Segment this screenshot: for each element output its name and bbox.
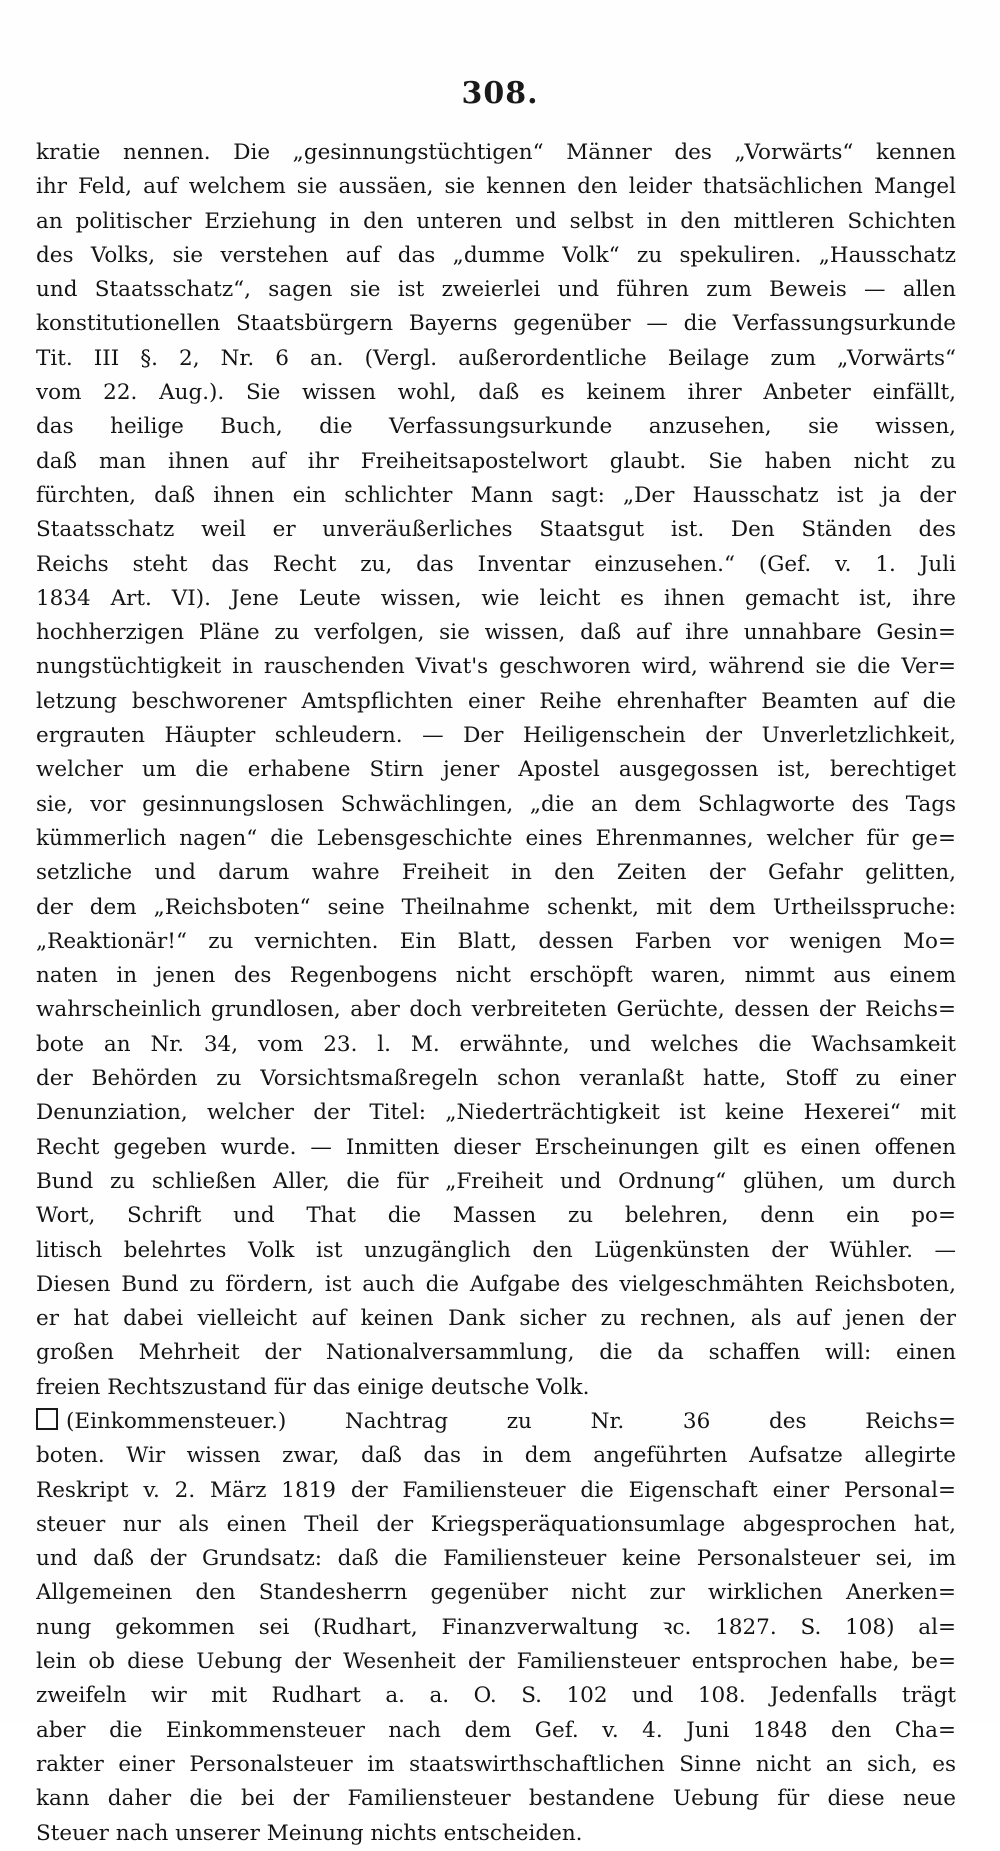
text-line: letzung beschworener Amtspflichten einer Reihe ehrenhafter Beamten auf die [36, 688, 956, 714]
body-text [36, 136, 956, 1851]
text-line: „Reaktionär!“ zu vernichten. Ein Blatt, dessen Farben vor wenigen Mo= [36, 928, 956, 954]
text-line: rakter einer Personalsteuer im staatswirthschaftlichen Sinne nicht an sich, es [36, 1751, 956, 1777]
text-line: bote an Nr. 34, vom 23. l. M. erwähnte, und welches die Wachsamkeit [36, 1031, 956, 1057]
text-line: Allgemeinen den Standesherrn gegenüber nicht zur wirklichen Anerken= [36, 1580, 956, 1606]
section-start-line [36, 1405, 956, 1439]
text-line: und daß der Grundsatz: daß die Familiensteuer keine Personalsteuer sei, im [36, 1546, 956, 1572]
text-line: daß man ihnen auf ihr Freiheitsapostelwort glaubt. Sie haben nicht zu [36, 448, 956, 474]
text-line: Bund zu schließen Aller, die für „Freiheit und Ordnung“ glühen, um durch [36, 1168, 956, 1194]
text-line: wahrscheinlich grundlosen, aber doch verbreiteten Gerüchte, dessen der Reichs= [36, 997, 956, 1023]
text-line: nungstüchtigkeit in rauschenden Vivat's geschworen wird, während sie die Ver= [36, 654, 956, 680]
text-line: Wort, Schrift und That die Massen zu belehren, denn ein po= [36, 1203, 956, 1229]
text-line: kratie nennen. Die „gesinnungstüchtigen“ Männer des „Vorwärts“ kennen [36, 140, 956, 165]
text-line: setzliche und darum wahre Freiheit in den Zeiten der Gefahr gelitten, [36, 860, 956, 886]
text-line: vom 22. Aug.). Sie wissen wohl, daß es keinem ihrer Anbeter einfällt, [36, 380, 956, 406]
text-line: konstitutionellen Staatsbürgern Bayerns gegenüber — die Verfassungsurkunde [36, 311, 956, 337]
text-line: der Behörden zu Vorsichtsmaßregeln schon veranlaßt hatte, Stoff zu einer [36, 1066, 956, 1092]
text-line: welcher um die erhabene Stirn jener Apostel ausgegossen ist, berechtiget [36, 757, 956, 783]
text-line: sie, vor gesinnungslosen Schwächlingen, „die an dem Schlagworte des Tags [36, 791, 956, 817]
text-line: Reichs steht das Recht zu, das Inventar einzusehen.“ (Gef. v. 1. Juli [36, 551, 956, 577]
paragraph-end-line: freien Rechtszustand für das einige deutsche Volk. [36, 1374, 590, 1400]
text-line: das heilige Buch, die Verfassungsurkunde anzusehen, sie wissen, [36, 414, 956, 440]
paragraph-end-line: Steuer nach unserer Meinung nichts entscheiden. [36, 1820, 583, 1846]
section-marker-icon [36, 1408, 58, 1430]
text-line: Staatsschatz weil er unveräußerliches Staatsgut ist. Den Ständen des [36, 517, 956, 543]
text-line: der dem „Reichsboten“ seine Theilnahme schenkt, mit dem Urtheilsspruche: [36, 894, 956, 920]
text-line: naten in jenen des Regenbogens nicht erschöpft waren, nimmt aus einem [36, 963, 956, 989]
text-line: lein ob diese Uebung der Wesenheit der Familiensteuer entsprochen habe, be= [36, 1649, 956, 1675]
text-line: ihr Feld, auf welchem sie aussäen, sie kennen den leider thatsächlichen Mangel [36, 174, 956, 200]
text-line: 1834 Art. VI). Jene Leute wissen, wie leicht es ihnen gemacht ist, ihre [36, 585, 956, 611]
text-line: Reskript v. 2. März 1819 der Familiensteuer die Eigenschaft einer Personal= [36, 1477, 956, 1503]
page-number: 308. [461, 76, 539, 111]
text-line: hochherzigen Pläne zu verfolgen, sie wissen, daß auf ihre unnahbare Gesin= [36, 620, 956, 646]
text-line: aber die Einkommensteuer nach dem Gef. v. 4. Juni 1848 den Cha= [36, 1717, 956, 1743]
text-line: zweifeln wir mit Rudhart a. a. O. S. 102 und 108. Jedenfalls trägt [36, 1683, 956, 1709]
text-line: (Einkommensteuer.) Nachtrag zu Nr. 36 des Reichs= [66, 1408, 956, 1434]
text-line: kümmerlich nagen“ die Lebensgeschichte eines Ehrenmannes, welcher für ge= [36, 825, 956, 851]
text-line: fürchten, daß ihnen ein schlichter Mann sagt: „Der Hausschatz ist ja der [36, 482, 956, 508]
text-line: er hat dabei vielleicht auf keinen Dank sicher zu rechnen, als auf jenen der [36, 1306, 956, 1332]
text-line: großen Mehrheit der Nationalversammlung, die da schaffen will: einen [36, 1340, 956, 1366]
text-line: Diesen Bund zu fördern, ist auch die Aufgabe des vielgeschmähten Reichsboten, [36, 1271, 956, 1297]
text-line: des Volks, sie verstehen auf das „dumme Volk“ zu spekuliren. „Hausschatz [36, 242, 956, 268]
text-line: kann daher die bei der Familiensteuer bestandene Uebung für diese neue [36, 1786, 956, 1812]
text-line: boten. Wir wissen zwar, daß das in dem angeführten Aufsatze allegirte [36, 1443, 956, 1469]
text-line: Recht gegeben wurde. — Inmitten dieser Erscheinungen gilt es einen offenen [36, 1134, 956, 1160]
text-line: Denunziation, welcher der Titel: „Niederträchtigkeit ist keine Hexerei“ mit [36, 1100, 956, 1126]
text-line: an politischer Erziehung in den unteren und selbst in den mittleren Schichten [36, 208, 956, 234]
text-line: litisch belehrtes Volk ist unzugänglich den Lügenkünsten der Wühler. — [36, 1237, 956, 1263]
text-line: und Staatsschatz“, sagen sie ist zweierlei und führen zum Beweis — allen [36, 277, 956, 303]
text-line: ergrauten Häupter schleudern. — Der Heiligenschein der Unverletzlichkeit, [36, 723, 956, 749]
text-line: steuer nur als einen Theil der Kriegsperäquationsumlage abgesprochen hat, [36, 1511, 956, 1537]
text-line: nung gekommen sei (Rudhart, Finanzverwaltung ꝛc. 1827. S. 108) al= [36, 1614, 956, 1640]
text-line: Tit. III §. 2, Nr. 6 an. (Vergl. außerordentliche Beilage zum „Vorwärts“ [36, 345, 956, 371]
